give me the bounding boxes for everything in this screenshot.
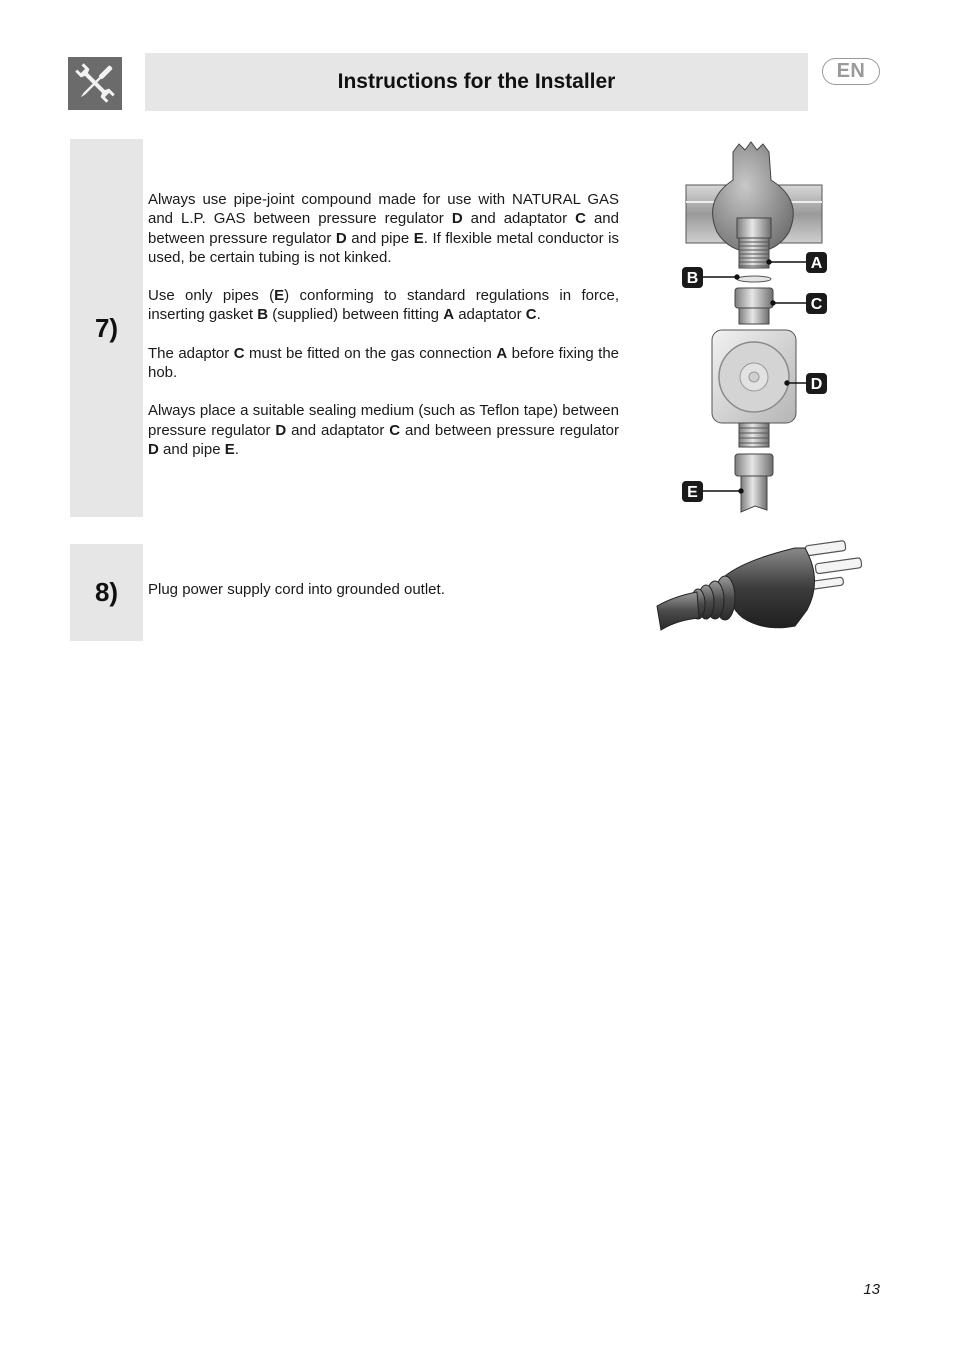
component-letter: C — [575, 210, 586, 228]
text-run: ) conforming to standard regulations in force, inserting gasket — [148, 287, 619, 324]
component-letter: D — [451, 210, 463, 228]
text-run: and adaptator — [462, 210, 576, 228]
step-7-number-box — [70, 139, 143, 517]
text-run: adaptator — [454, 306, 526, 324]
text-run: Use only pipes ( — [148, 287, 275, 305]
text-run: Always place a suitable sealing medium (such as Teflon tape) between pressure regulator — [148, 402, 619, 439]
component-letter: D — [335, 229, 347, 247]
component-letter: C — [525, 306, 537, 324]
step-8-text — [148, 580, 619, 599]
text-run: before fixing the hob. — [148, 344, 620, 382]
step-7-text — [148, 190, 619, 478]
text-run: must be fitted on the gas connection — [244, 344, 497, 362]
step-number: 7) — [94, 312, 119, 343]
step-number: 8) — [94, 577, 119, 607]
text-run: and between pressure regulator — [148, 210, 619, 247]
label-e — [682, 481, 703, 502]
step-8-number-box — [70, 544, 143, 641]
component-letter: E — [224, 440, 235, 458]
header-bar — [145, 53, 808, 111]
text-run: . — [234, 440, 239, 458]
text-run: and pipe — [346, 229, 414, 247]
label-b — [682, 267, 703, 288]
text-run: . If flexible metal conductor is used, be certain tubing is not kinked. — [148, 229, 620, 266]
text-run: and between pressure regulator — [400, 421, 619, 439]
text-run: Plug power supply cord into grounded outlet. — [148, 581, 445, 598]
svg-text:C: C — [810, 296, 823, 313]
text-run: The adaptor — [148, 344, 234, 362]
text-run: (supplied) between fitting — [268, 306, 444, 324]
component-letter: B — [257, 306, 269, 324]
label-d — [806, 373, 827, 394]
text-run: and adaptator — [286, 421, 390, 439]
instruction-paragraph — [148, 344, 619, 383]
instruction-paragraph — [148, 286, 619, 325]
component-letter: D — [275, 421, 287, 439]
label-c — [806, 293, 827, 314]
component-letter: E — [413, 229, 424, 247]
text-run: and pipe — [158, 440, 225, 458]
page-title: Instructions for the Installer — [337, 70, 616, 93]
component-letter: A — [443, 306, 455, 324]
component-letter: A — [496, 344, 508, 362]
instruction-paragraph — [148, 401, 619, 459]
language-badge: EN — [822, 58, 880, 85]
gas-connection-diagram — [675, 140, 835, 515]
component-letter: E — [274, 287, 285, 305]
text-run: . — [536, 306, 541, 324]
component-letter: C — [233, 344, 245, 362]
text-run: Always use pipe-joint compound made for use with NATURAL GAS and L.P. GAS between pressure regulator — [148, 191, 619, 228]
svg-text:B: B — [686, 270, 699, 287]
svg-text:A: A — [810, 255, 823, 272]
svg-text:D: D — [810, 376, 823, 393]
svg-text:E: E — [687, 484, 698, 501]
wrench-screwdriver-icon — [68, 57, 122, 110]
component-letter: C — [389, 421, 401, 439]
grounded-plug-illustration — [655, 540, 870, 635]
instruction-paragraph — [148, 190, 619, 267]
label-a — [806, 252, 827, 273]
instruction-paragraph — [148, 580, 619, 599]
page-number: 13 — [863, 1281, 880, 1298]
component-letter: D — [148, 440, 159, 458]
